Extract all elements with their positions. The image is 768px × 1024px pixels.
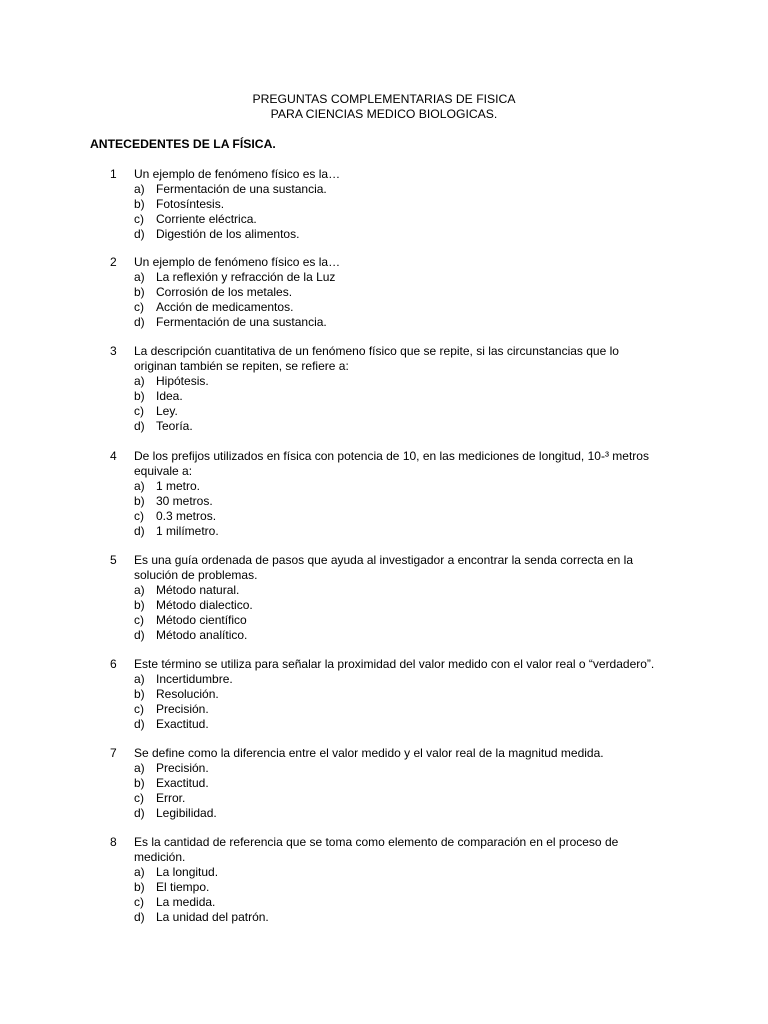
option-letter: d) (134, 226, 145, 241)
option-text: 30 metros. (156, 493, 213, 508)
question-text-line: originan también se repiten, se refiere a: (134, 359, 349, 373)
question-text-line: Un ejemplo de fenómeno físico es la… (134, 167, 341, 181)
answer-options (134, 270, 674, 330)
option-letter: d) (134, 627, 145, 642)
answer-option (134, 598, 674, 613)
answer-option (134, 270, 674, 285)
answer-option (134, 628, 674, 643)
answer-option (134, 672, 674, 687)
option-letter: a) (134, 270, 145, 284)
answer-options (134, 761, 674, 821)
option-letter: d) (134, 805, 145, 820)
answer-options (134, 374, 674, 434)
question-number: 7 (110, 746, 117, 760)
option-text: La medida. (156, 894, 216, 909)
question-text-line: Es una guía ordenada de pasos que ayuda al investigador a encontrar la senda correcta en la (134, 553, 634, 567)
option-text: Método analítico. (156, 627, 248, 642)
answer-option (134, 197, 674, 212)
option-letter: c) (134, 612, 144, 627)
option-letter: c) (134, 790, 144, 805)
option-text: Precisión. (156, 701, 209, 716)
option-text: 1 milímetro. (156, 523, 219, 538)
answer-option (134, 374, 674, 389)
option-text: Legibilidad. (156, 805, 217, 820)
option-text: Hipótesis. (156, 374, 209, 388)
answer-option (134, 524, 674, 539)
option-text: La longitud. (156, 865, 219, 879)
option-text: Resolución. (156, 686, 219, 701)
option-text: Fermentación de una sustancia. (156, 182, 327, 196)
option-letter: d) (134, 418, 145, 433)
answer-option (134, 285, 674, 300)
question-number: 4 (110, 449, 117, 463)
option-text: Fotosíntesis. (156, 196, 225, 211)
answer-option (134, 865, 674, 880)
document-title-line1: PREGUNTAS COMPLEMENTARIAS DE FISICA (252, 92, 516, 106)
answer-option (134, 761, 674, 776)
question-number: 8 (110, 835, 117, 849)
answer-option (134, 910, 674, 925)
option-letter: b) (134, 775, 145, 790)
answer-option (134, 212, 674, 227)
option-text: Digestión de los alimentos. (156, 226, 300, 241)
answer-option (134, 404, 674, 419)
answer-option (134, 702, 674, 717)
option-letter: c) (134, 299, 144, 314)
option-text: La unidad del patrón. (156, 909, 269, 924)
question-text (134, 344, 694, 374)
option-text: Incertidumbre. (156, 672, 233, 686)
question-number: 5 (110, 553, 117, 567)
question-number: 3 (110, 344, 117, 358)
section-heading: ANTECEDENTES DE LA FÍSICA. (90, 137, 276, 151)
option-letter: c) (134, 508, 144, 523)
option-text: Corrosión de los metales. (156, 284, 293, 299)
answer-option (134, 419, 674, 434)
question-text-line: Es la cantidad de referencia que se toma como elemento de comparación en el proceso de (134, 835, 619, 849)
answer-option (134, 389, 674, 404)
option-letter: b) (134, 388, 145, 403)
option-letter: b) (134, 597, 145, 612)
question-text-line: De los prefijos utilizados en física con potencia de 10, en las mediciones de longitud, 10-³ metros (134, 449, 649, 463)
option-text: La reflexión y refracción de la Luz (156, 270, 336, 284)
option-text: 1 metro. (156, 479, 201, 493)
question-text (134, 746, 694, 761)
answer-options (134, 479, 674, 539)
option-letter: d) (134, 314, 145, 329)
option-letter: a) (134, 374, 145, 388)
option-text: Precisión. (156, 761, 209, 775)
option-letter: c) (134, 211, 144, 226)
answer-option (134, 182, 674, 197)
option-letter: a) (134, 672, 145, 686)
question-number: 1 (110, 167, 117, 181)
question-text-line: equivale a: (134, 464, 193, 478)
option-letter: d) (134, 909, 145, 924)
option-letter: b) (134, 284, 145, 299)
option-letter: b) (134, 879, 145, 894)
option-text: Método científico (156, 612, 247, 627)
answer-option (134, 315, 674, 330)
answer-options (134, 182, 674, 242)
answer-option (134, 880, 674, 895)
question-text (134, 835, 694, 865)
option-letter: d) (134, 716, 145, 731)
question-text-line: Un ejemplo de fenómeno físico es la… (134, 255, 341, 269)
answer-option (134, 613, 674, 628)
option-text: 0.3 metros. (156, 508, 217, 523)
answer-option (134, 509, 674, 524)
question-number: 2 (110, 255, 117, 269)
answer-option (134, 717, 674, 732)
option-letter: a) (134, 479, 145, 493)
answer-option (134, 806, 674, 821)
question-number: 6 (110, 657, 117, 671)
question-text-line: solución de problemas. (134, 568, 258, 582)
option-letter: c) (134, 403, 144, 418)
option-text: Exactitud. (156, 775, 209, 790)
answer-option (134, 300, 674, 315)
option-text: Teoría. (156, 418, 193, 433)
option-letter: b) (134, 196, 145, 211)
option-text: Ley. (156, 403, 178, 418)
answer-option (134, 227, 674, 242)
option-letter: c) (134, 894, 144, 909)
option-letter: d) (134, 523, 145, 538)
question-text (134, 553, 694, 583)
option-text: Método natural. (156, 583, 240, 597)
answer-options (134, 865, 674, 925)
question-text-line: Se define como la diferencia entre el valor medido y el valor real de la magnitud medida. (134, 746, 604, 760)
option-text: Idea. (156, 388, 183, 403)
answer-options (134, 672, 674, 732)
option-letter: b) (134, 686, 145, 701)
option-text: Exactitud. (156, 716, 209, 731)
answer-option (134, 494, 674, 509)
option-letter: c) (134, 701, 144, 716)
option-letter: a) (134, 865, 145, 879)
answer-option (134, 687, 674, 702)
answer-option (134, 791, 674, 806)
question-text (134, 255, 694, 270)
option-text: Método dialectico. (156, 597, 253, 612)
option-text: Acción de medicamentos. (156, 299, 294, 314)
document-title-line2: PARA CIENCIAS MEDICO BIOLOGICAS. (270, 107, 498, 121)
answer-option (134, 583, 674, 598)
option-letter: a) (134, 761, 145, 775)
question-text (134, 657, 694, 672)
question-text (134, 449, 694, 479)
question-text-line: medición. (134, 850, 186, 864)
option-text: Error. (156, 790, 186, 805)
option-text: El tiempo. (156, 879, 210, 894)
option-text: Corriente eléctrica. (156, 211, 257, 226)
question-text-line: La descripción cuantitativa de un fenómeno físico que se repite, si las circunstancias que lo (134, 344, 619, 358)
option-letter: a) (134, 182, 145, 196)
question-text-line: Este término se utiliza para señalar la proximidad del valor medido con el valor real o “verdadero”. (134, 657, 655, 671)
option-letter: b) (134, 493, 145, 508)
option-letter: a) (134, 583, 145, 597)
answer-option (134, 479, 674, 494)
answer-options (134, 583, 674, 643)
option-text: Fermentación de una sustancia. (156, 314, 327, 329)
answer-option (134, 776, 674, 791)
answer-option (134, 895, 674, 910)
question-text (134, 167, 694, 182)
